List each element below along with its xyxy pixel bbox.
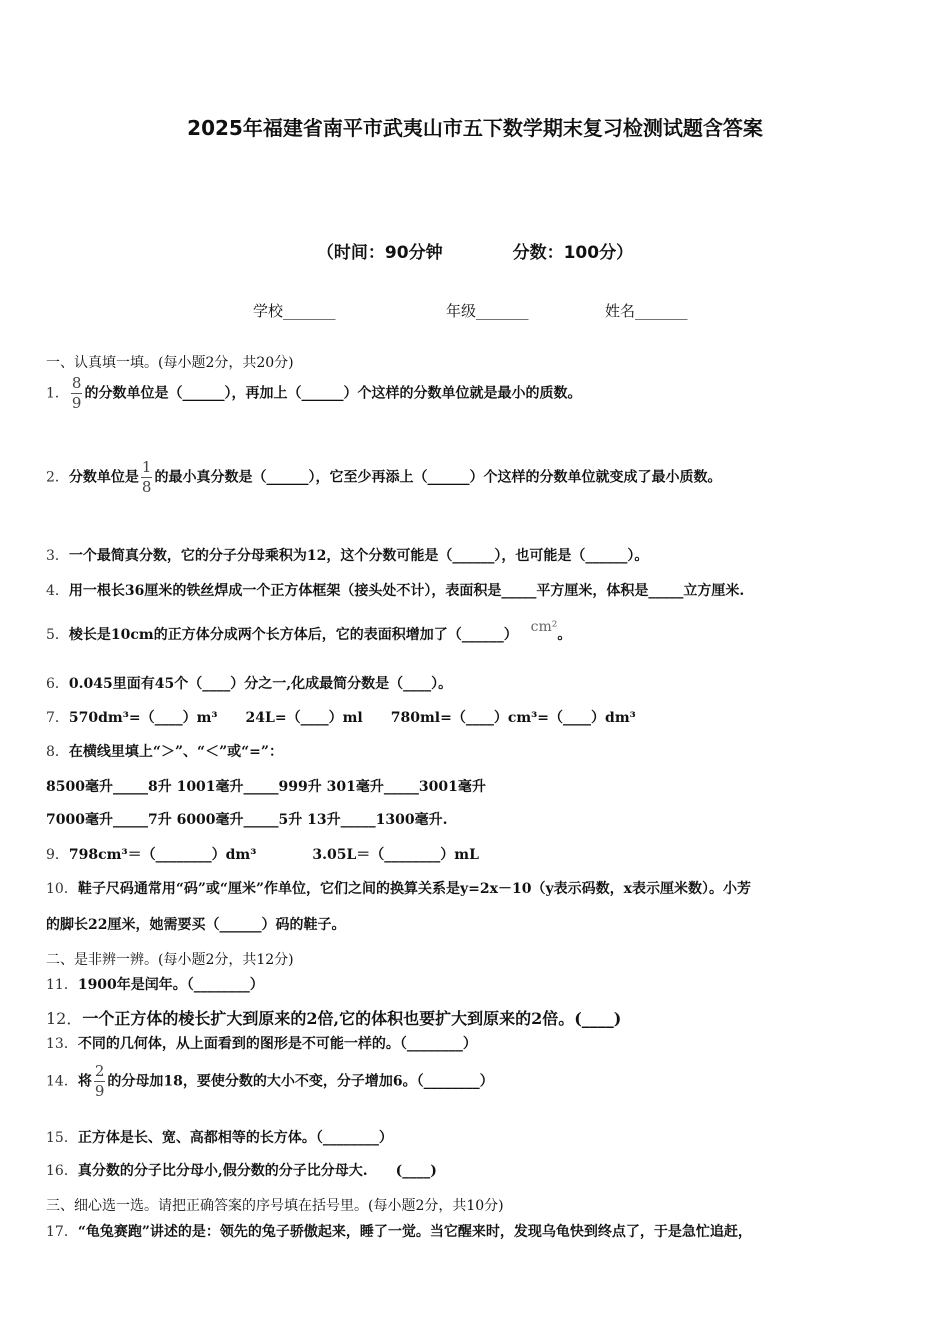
question-16 — [46, 1160, 437, 1180]
question-number: 2． — [46, 469, 69, 486]
exam-score: 分数：100分） — [512, 243, 634, 263]
question-number: 13． — [46, 1036, 78, 1052]
question-text: 鞋子尺码通常用“码”或“厘米”作单位，它们之间的换算关系是y=2x－10（y表示码数，x表示厘米数）。小芳 — [77, 881, 751, 897]
question-text: 0.045里面有45个（____）分之一,化成最简分数是（____）。 — [68, 676, 453, 692]
fraction-denominator: 8 — [141, 478, 152, 496]
school-field: 学校_______ — [253, 302, 336, 320]
question-text: 不同的几何体，从上面看到的图形是不可能一样的。（________） — [77, 1036, 477, 1052]
question-number: 10． — [46, 881, 78, 897]
question-number: 4． — [46, 583, 69, 599]
question-prefix: 分数单位是 — [68, 469, 139, 486]
question-14 — [46, 1064, 494, 1099]
question-number: 14． — [46, 1073, 78, 1090]
question-number: 12． — [46, 1009, 83, 1028]
question-text: “龟兔赛跑”讲述的是：领先的兔子骄傲起来，睡了一觉。当它醒来时，发现乌龟快到终点了，于是急忙追赶， — [77, 1224, 752, 1240]
question-number: 15． — [46, 1130, 78, 1146]
question-4 — [46, 580, 744, 600]
name-field: 姓名_______ — [605, 302, 688, 320]
question-10-continued: 的脚长22厘米，她需要买（______）码的鞋子。 — [46, 917, 346, 933]
question-11 — [46, 974, 264, 994]
question-number: 16． — [46, 1163, 78, 1179]
exam-time: （时间：90分钟 — [316, 243, 443, 263]
question-6 — [46, 673, 452, 693]
fraction-numerator: 8 — [71, 374, 82, 392]
question-text: 570dm³=（____）m³ 24L=（____）ml 780ml=（____）cm³=（____）dm³ — [68, 710, 636, 726]
question-13 — [46, 1033, 477, 1053]
section-1-heading: 一、认真填一填。(每小题2分，共20分) — [46, 355, 294, 371]
section-3-heading: 三、细心选一选。请把正确答案的序号填在括号里。(每小题2分，共10分) — [46, 1198, 504, 1214]
question-3 — [46, 545, 648, 565]
question-number: 5． — [46, 627, 69, 643]
fraction — [94, 1064, 106, 1099]
grade-field: 年级_______ — [446, 302, 529, 320]
section-2-heading: 二、是非辨一辨。(每小题2分，共12分) — [46, 952, 294, 968]
question-text: 的分母加18，要使分数的大小不变，分子增加6。（________） — [107, 1073, 494, 1090]
question-text: 一个最简真分数，它的分子分母乘积为12，这个分数可能是（______），也可能是（______）。 — [68, 548, 649, 564]
question-10 — [46, 878, 751, 898]
question-8-row-2: 7000毫升_____7升 6000毫升_____5升 13升_____1300毫升. — [46, 812, 448, 828]
exam-meta — [0, 238, 950, 263]
question-text: 在横线里填上“＞”、“＜”或“=”： — [68, 744, 283, 760]
question-number: 17． — [46, 1224, 78, 1240]
question-text: 棱长是10cm的正方体分成两个长方体后，它的表面积增加了（______） — [68, 627, 518, 643]
question-number: 7． — [46, 710, 69, 726]
question-text: 1900年是闰年。（________） — [77, 977, 264, 993]
question-prefix: 将 — [77, 1073, 92, 1090]
fraction-denominator: 9 — [94, 1082, 105, 1100]
question-8 — [46, 741, 283, 761]
question-number: 9． — [46, 847, 69, 863]
question-number: 11． — [46, 977, 78, 993]
question-number: 3． — [46, 548, 69, 564]
question-text: 用一根长36厘米的铁丝焊成一个正方体框架（接头处不计），表面积是_____平方厘米，体积是_____立方厘米. — [68, 583, 745, 599]
question-1 — [46, 376, 581, 411]
fraction — [141, 460, 153, 495]
question-8-row-1: 8500毫升_____8升 1001毫升_____999升 301毫升_____3001毫升 — [46, 779, 486, 795]
fraction — [71, 376, 83, 411]
question-text: 一个正方体的棱长扩大到原来的2倍,它的体积也要扩大到原来的2倍。(____) — [82, 1009, 622, 1028]
question-9 — [46, 844, 479, 864]
question-2 — [46, 460, 721, 495]
question-text: 真分数的分子比分母小,假分数的分子比分母大. (____) — [77, 1163, 437, 1179]
question-15 — [46, 1127, 393, 1147]
unit-label: cm² — [530, 619, 558, 635]
question-text: 的分数单位是（______），再加上（______）个这样的分数单位就是最小的质数。 — [84, 385, 582, 402]
question-number: 6． — [46, 676, 69, 692]
question-end: 。 — [557, 627, 572, 643]
fraction-numerator: 1 — [141, 458, 152, 476]
page-title: 2025年福建省南平市武夷山市五下数学期末复习检测试题含答案 — [187, 116, 763, 140]
question-text: 正方体是长、宽、高都相等的长方体。（________） — [77, 1130, 393, 1146]
question-number: 1． — [46, 385, 69, 402]
question-17 — [46, 1221, 752, 1241]
question-text: 的最小真分数是（______），它至少再添上（______）个这样的分数单位就变成了最小质数。 — [154, 469, 722, 486]
fraction-denominator: 9 — [71, 394, 82, 412]
question-number: 8． — [46, 744, 69, 760]
question-5 — [46, 619, 572, 644]
question-text: 798cm³＝（________）dm³ 3.05L＝（________）mL — [68, 847, 479, 863]
question-12 — [46, 1006, 621, 1029]
fraction-numerator: 2 — [94, 1062, 105, 1080]
question-7 — [46, 707, 636, 727]
